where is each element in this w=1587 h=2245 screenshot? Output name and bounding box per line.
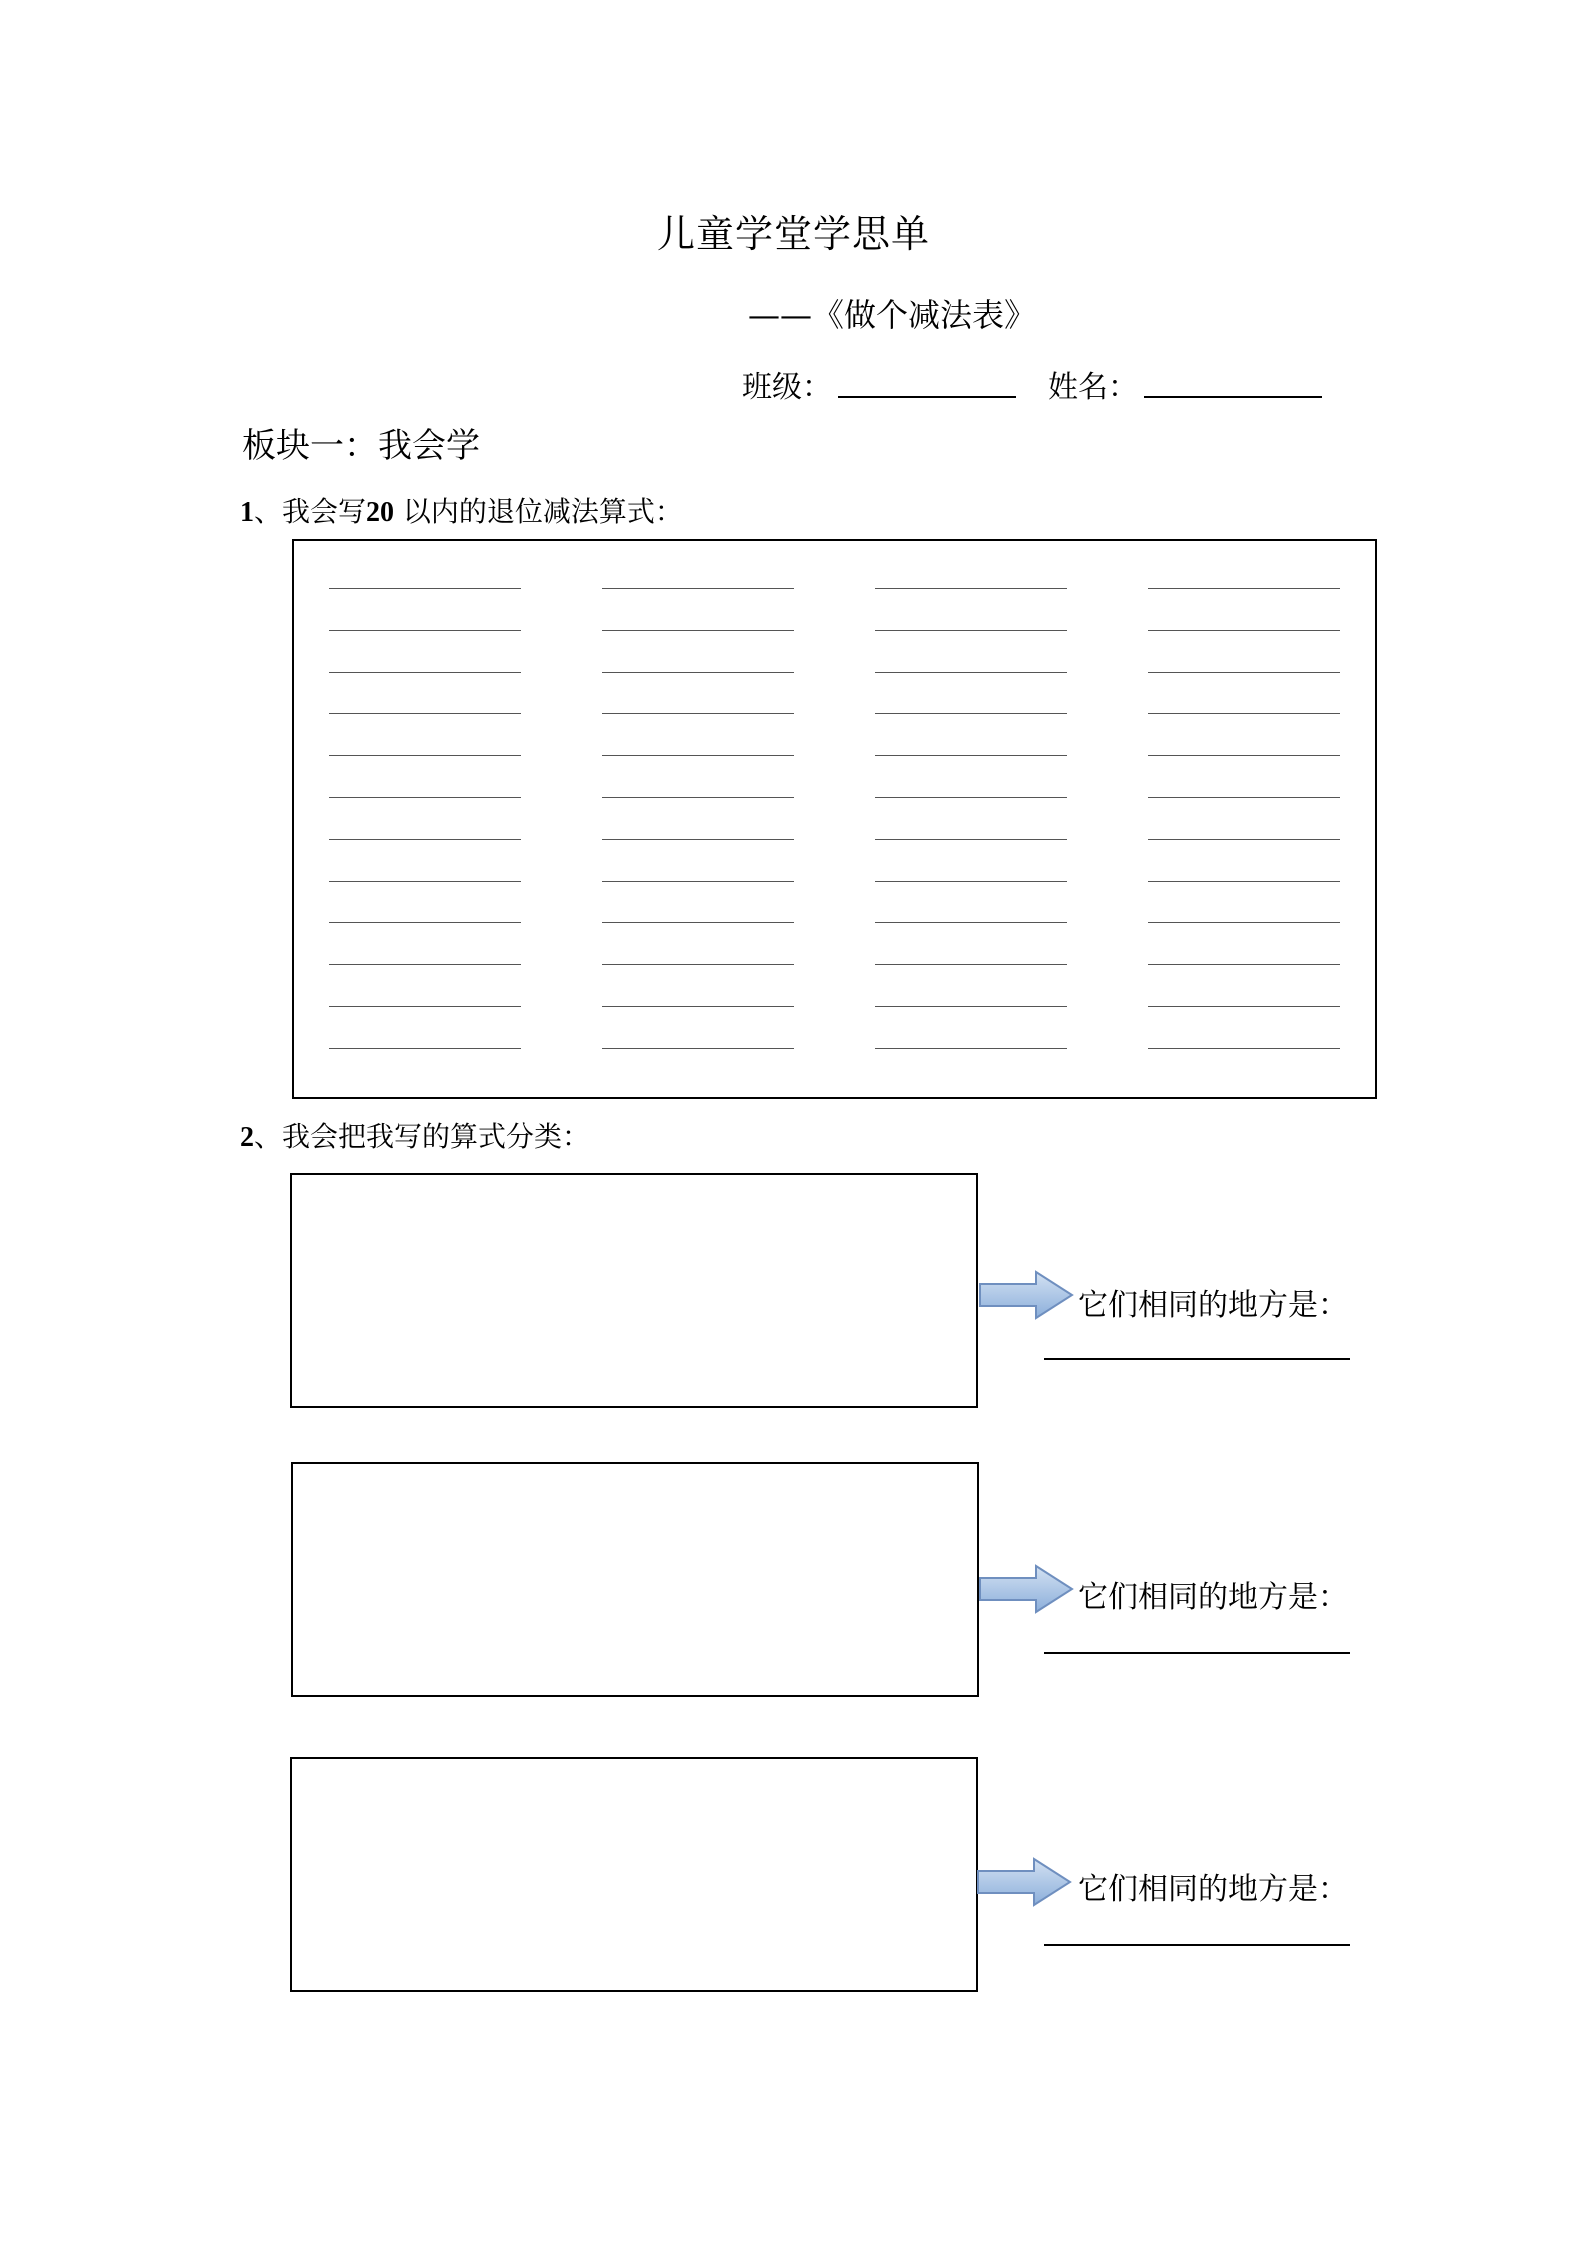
arrow-right-icon <box>976 1857 1072 1907</box>
answer-line[interactable] <box>602 588 794 589</box>
question-1-number: 1 <box>240 497 254 528</box>
answer-line[interactable] <box>1148 1048 1340 1049</box>
answer-line[interactable] <box>1148 881 1340 882</box>
question-2-text: 、我会把我写的算式分类： <box>254 1120 591 1153</box>
classify-box-3[interactable] <box>290 1757 978 1992</box>
section-heading: 板块一：我会学 <box>242 426 480 466</box>
answer-line[interactable] <box>329 672 521 673</box>
answer-line[interactable] <box>602 755 794 756</box>
same-answer-line-2[interactable] <box>1044 1652 1350 1654</box>
answer-line[interactable] <box>329 630 521 631</box>
answer-line[interactable] <box>875 755 1067 756</box>
class-field[interactable] <box>838 396 1016 398</box>
answer-line[interactable] <box>329 964 521 965</box>
answer-line[interactable] <box>875 630 1067 631</box>
answer-line[interactable] <box>1148 964 1340 965</box>
answer-line[interactable] <box>1148 922 1340 923</box>
answer-line[interactable] <box>1148 1006 1340 1007</box>
answer-line[interactable] <box>1148 713 1340 714</box>
worksheet-title: 儿童学堂学思单 <box>656 212 930 256</box>
question-2 <box>240 1115 590 1155</box>
name-field[interactable] <box>1144 396 1322 398</box>
same-answer-line-1[interactable] <box>1044 1358 1350 1360</box>
answer-line[interactable] <box>329 839 521 840</box>
answer-line[interactable] <box>329 797 521 798</box>
worksheet-subtitle: ——《做个减法表》 <box>748 296 1037 334</box>
answer-line[interactable] <box>875 922 1067 923</box>
answer-line[interactable] <box>875 1048 1067 1049</box>
answer-line[interactable] <box>1148 797 1340 798</box>
answer-line[interactable] <box>1148 672 1340 673</box>
question-1-number-twenty: 20 <box>366 497 395 528</box>
answer-line[interactable] <box>875 672 1067 673</box>
answer-line[interactable] <box>602 672 794 673</box>
answer-line[interactable] <box>602 964 794 965</box>
answer-line[interactable] <box>602 881 794 882</box>
classify-box-1[interactable] <box>290 1173 978 1408</box>
question-1-text-suffix: 以内的退位减法算式： <box>402 495 683 528</box>
answer-line[interactable] <box>602 713 794 714</box>
answer-line[interactable] <box>329 755 521 756</box>
class-label: 班级： <box>742 370 832 405</box>
answer-line[interactable] <box>875 713 1067 714</box>
classify-box-2[interactable] <box>291 1462 979 1697</box>
same-answer-line-3[interactable] <box>1044 1944 1350 1946</box>
answer-line[interactable] <box>329 881 521 882</box>
answer-line[interactable] <box>329 713 521 714</box>
question-2-number: 2 <box>240 1122 254 1153</box>
answer-line[interactable] <box>1148 630 1340 631</box>
answer-line[interactable] <box>602 1006 794 1007</box>
answer-line[interactable] <box>602 839 794 840</box>
same-label-2: 它们相同的地方是： <box>1078 1580 1348 1615</box>
answer-frame <box>292 539 1377 1099</box>
question-1-text-prefix: 、我会写 <box>254 495 367 528</box>
answer-line[interactable] <box>875 964 1067 965</box>
answer-line[interactable] <box>1148 839 1340 840</box>
answer-line[interactable] <box>875 1006 1067 1007</box>
answer-line[interactable] <box>875 797 1067 798</box>
arrow-right-icon <box>978 1564 1074 1614</box>
answer-line[interactable] <box>329 588 521 589</box>
answer-line[interactable] <box>875 839 1067 840</box>
name-label: 姓名： <box>1048 370 1138 405</box>
same-label-3: 它们相同的地方是： <box>1078 1872 1348 1907</box>
answer-line[interactable] <box>602 922 794 923</box>
same-label-1: 它们相同的地方是： <box>1078 1288 1348 1323</box>
answer-line[interactable] <box>1148 588 1340 589</box>
answer-line[interactable] <box>875 881 1067 882</box>
answer-line[interactable] <box>602 630 794 631</box>
answer-line[interactable] <box>1148 755 1340 756</box>
answer-line[interactable] <box>329 922 521 923</box>
answer-line[interactable] <box>329 1006 521 1007</box>
arrow-right-icon <box>978 1270 1074 1320</box>
answer-line[interactable] <box>875 588 1067 589</box>
answer-line[interactable] <box>329 1048 521 1049</box>
answer-line[interactable] <box>602 1048 794 1049</box>
question-1 <box>240 490 683 530</box>
answer-line[interactable] <box>602 797 794 798</box>
